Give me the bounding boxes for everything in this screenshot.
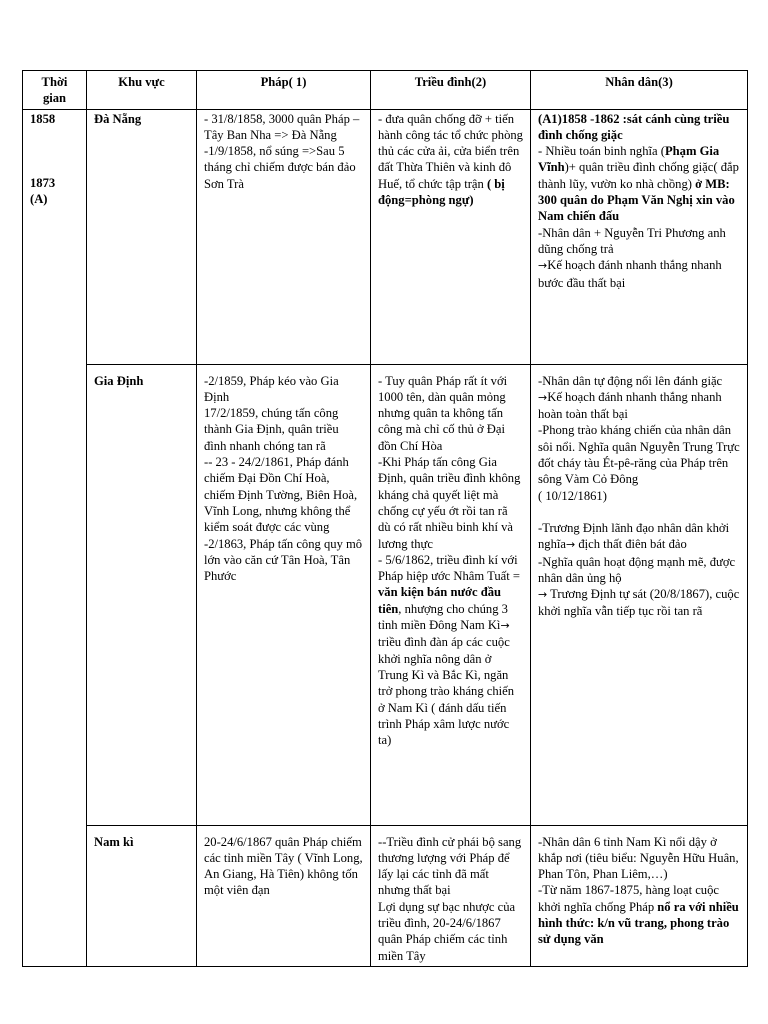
people-text: -Nhân dân tự động nổi lên đánh giặc <box>538 373 723 388</box>
header-region: Khu vực <box>87 71 197 110</box>
time-start: 1858 <box>30 111 56 126</box>
court-text <box>378 552 523 749</box>
header-france: Pháp( 1) <box>197 71 371 110</box>
people-text <box>538 143 740 224</box>
court-cell <box>371 109 531 364</box>
people-bold-text: ở MB: 300 quân do Phạm Văn Nghị xin vào Nam chiến đấu <box>538 176 735 224</box>
court-bold-text: văn kiện bán nước đầu tiên <box>378 585 502 616</box>
people-text: -Nghĩa quân hoạt động mạnh mẽ, được nhân dân ủng hộ <box>538 554 736 585</box>
people-text-part: )+ quân triều đình chống giặc( đắp thành lũy, vườn ko nhà chồng) <box>538 160 739 191</box>
header-row <box>23 71 748 110</box>
people-text: -Nhân dân + Nguyễn Tri Phương anh dũng chống trả <box>538 225 726 256</box>
court-cell <box>371 364 531 825</box>
header-court: Triều đình(2) <box>371 71 531 110</box>
people-text-part: - Nhiều toán binh nghĩa ( <box>538 144 665 159</box>
table-row <box>23 364 748 825</box>
people-text: -Phong trào kháng chiến của nhân dân sôi nổi. Nghĩa quân Nguyễn Trung Trực đốt cháy tàu Ét-pê-răng của Pháp trên sông Vàm Cỏ Đông <box>538 423 740 487</box>
france-cell: 20-24/6/1867 quân Pháp chiếm các tỉnh miền Tây ( Vĩnh Long, An Giang, Hà Tiên) không tốn một viên đạn <box>197 825 371 966</box>
court-text: - đưa quân chống đỡ + tiến hành công tác tổ chức phòng thủ các cửa ải, cửa biển trên đất Thừa Thiên và kinh đô Huế, tổ chức tập trận <box>378 111 523 191</box>
court-text: - Tuy quân Pháp rất ít với 1000 tên, dàn quân mỏng nhưng quân ta không tấn công mà chỉ cố thủ ở Đại đồn Chí Hòa <box>378 373 508 453</box>
people-bold-text: nổ ra với nhiều hình thức: k/n vũ trang, phong trào sử dụng văn <box>538 899 739 947</box>
people-text-part: -Từ năm 1867-1875, hàng loạt cuộc khởi nghĩa chống Pháp <box>538 883 719 914</box>
france-text: -2/1863, Pháp tấn công quy mô lớn vào căn cứ Tân Hoà, Tân Phước <box>204 536 363 584</box>
court-text-part: - 5/6/1862, triều đình kí với Pháp hiệp ước Nhâm Tuất = <box>378 552 520 584</box>
region-cell: Gia Định <box>87 364 197 825</box>
arrow-icon: → <box>565 538 576 552</box>
court-bold-text: ( bị động=phòng ngự) <box>378 176 505 208</box>
arrow-icon: → <box>538 588 548 602</box>
france-text: -1/9/1858, nổ súng =>Sau 5 tháng chỉ chiếm được bán đảo Sơn Trà <box>204 144 356 191</box>
people-text-part: Trương Định tự sát (20/8/1867), cuộc khởi nghĩa vẫn tiếp tục rồi tan rã <box>538 587 740 619</box>
france-text: 17/2/1859, chúng tấn công thành Gia Định, quân triều đình nhanh chóng tan rã <box>204 406 339 453</box>
header-people: Nhân dân(3) <box>531 71 748 110</box>
people-text <box>538 389 740 423</box>
arrow-icon: → <box>500 619 510 633</box>
people-text: -Nhân dân 6 tỉnh Nam Kì nổi dậy ở khắp nơi (tiêu biểu: Nguyễn Hữu Huân, Phan Tôn, Phan Liêm,…) <box>538 834 739 882</box>
people-text-part: -Trương Định lãnh đạo nhân dân khởi nghĩa <box>538 520 730 552</box>
france-cell <box>197 109 371 364</box>
region-cell: Đà Nẵng <box>87 109 197 364</box>
time-label: (A) <box>30 192 48 207</box>
region-cell: Nam kì <box>87 825 197 966</box>
court-text: --Triều đình cử phái bộ sang thương lượng với Pháp để lấy lại các tỉnh đã mất nhưng thất bại <box>378 834 522 898</box>
people-text: ( 10/12/1861) <box>538 488 607 503</box>
france-text: - 31/8/1858, 3000 quân Pháp – Tây Ban Nha => Đà Nẵng <box>204 111 360 142</box>
arrow-icon: → <box>538 259 548 273</box>
people-cell <box>531 109 748 364</box>
history-table <box>22 70 748 967</box>
people-cell <box>531 364 748 825</box>
people-bold-text: Phạm Gia Vĩnh <box>538 144 720 175</box>
france-text: -2/1859, Pháp kéo vào Gia Định <box>204 373 339 404</box>
france-cell <box>197 364 371 825</box>
table-row <box>23 825 748 966</box>
people-text-part: Kế hoạch đánh nhanh thắng nhanh bước đầu thất bại <box>538 258 722 290</box>
header-time: Thời gian <box>23 71 87 110</box>
court-text: Lợi dụng sự bạc nhược của triều đình, 20-24/6/1867 quân Pháp chiếm các tỉnh miền Tây <box>378 899 516 963</box>
court-text-part: triều đình đàn áp các cuộc khởi nghĩa nông dân ở Trung Kì và Bắc Kì, ngăn trở phong trào kháng chiến ở Nam Kì ( đánh dấu tiến trình Pháp xâm lược nước ta) <box>378 635 515 748</box>
time-cell <box>23 109 87 966</box>
people-text <box>538 586 740 620</box>
court-text: -Khi Pháp tấn công Gia Định, quân triều đình không kháng chả quyết liệt mà chống cự yếu ớt rồi tan rã dù có rất nhiều binh khí và lương thực <box>378 455 521 551</box>
people-text-part: Kế hoạch đánh nhanh thắng nhanh hoàn toàn thất bại <box>538 389 722 422</box>
time-end: 1873 <box>30 175 56 190</box>
people-text-part: địch thất điên bát đảo <box>575 537 687 552</box>
people-text <box>538 257 740 291</box>
people-cell <box>531 825 748 966</box>
france-text: -- 23 - 24/2/1861, Pháp đánh chiếm Đại Đồn Chí Hoà, chiếm Định Tường, Biên Hoà, Vĩnh Long, nhưng không thể kiểm soát được các vùng <box>204 455 358 535</box>
people-text <box>538 882 740 947</box>
people-text <box>538 520 740 554</box>
court-text-part: , nhượng cho chúng 3 tỉnh miền Đông Nam Kì <box>378 601 508 633</box>
people-heading: (A1)1858 -1862 :sát cánh cùng triều đình chống giặc <box>538 111 730 142</box>
arrow-icon: → <box>538 390 548 404</box>
table-row <box>23 109 748 364</box>
court-cell <box>371 825 531 966</box>
